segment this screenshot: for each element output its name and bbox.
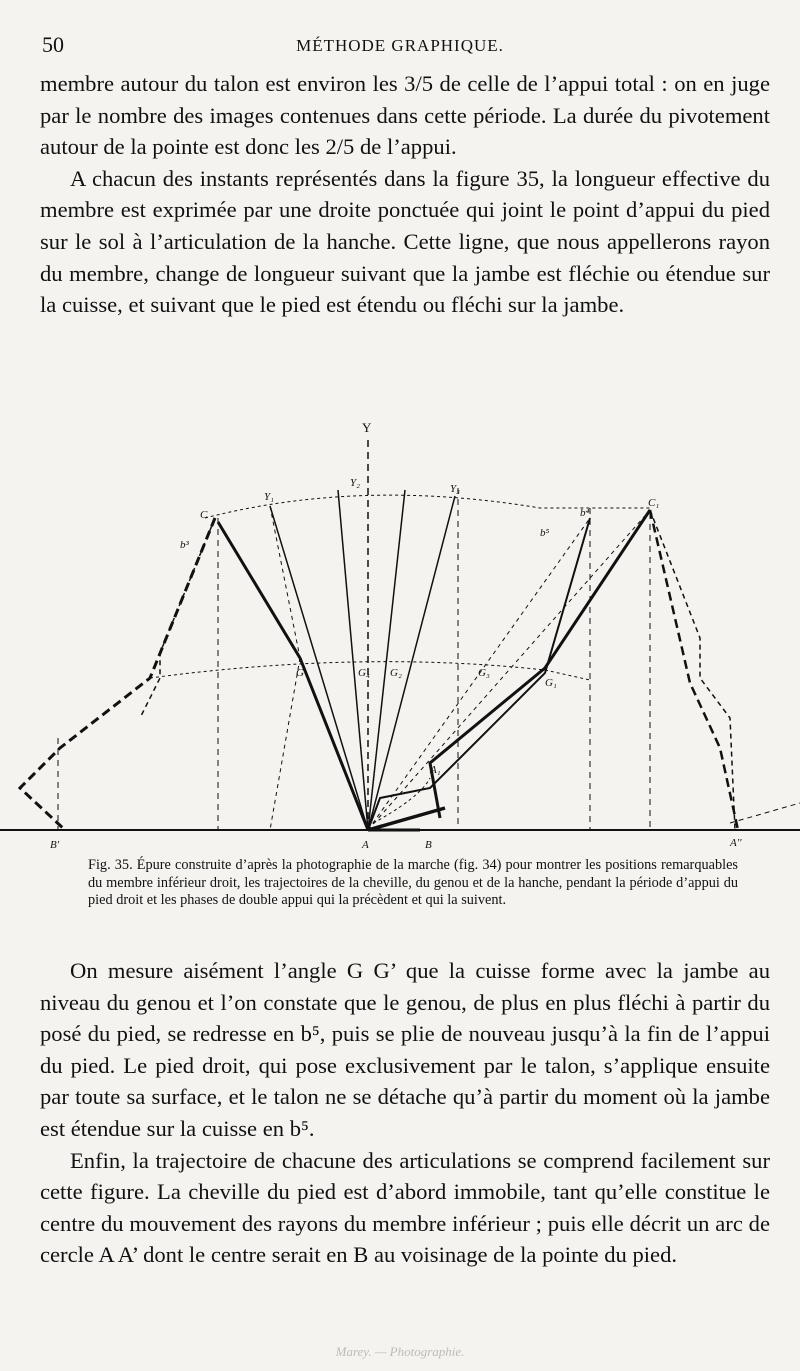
label-b-prime: B': [50, 839, 60, 850]
label-y2: Y₂: [350, 477, 360, 489]
label-c: C: [200, 509, 208, 521]
label-a-double-prime: A'': [730, 837, 742, 849]
page-header: [42, 30, 758, 60]
leg-line: [270, 658, 300, 830]
page-number: 50: [42, 32, 64, 57]
body-text-top: [40, 68, 770, 321]
figure-35: [0, 418, 800, 850]
label-g1: G₁: [545, 677, 557, 689]
leg-line: [730, 803, 800, 823]
leg-line: [650, 510, 735, 830]
page-footer: Marey. — Photographie.: [335, 1344, 465, 1359]
figure-35-drawing: [0, 418, 800, 850]
body-text-bottom: [40, 955, 770, 1271]
label-b5: b⁵: [540, 527, 550, 539]
label-a1: A₁: [430, 764, 441, 776]
caption-text: Fig. 35. Épure construite d’après la photographie de la marche (fig. 34) pour montrer les positions remarquables du membre inférieur droit, les trajectoires de la cheville, du genou et de la hanche, pendant la période d’appui du pied droit et les phases de double appui qui la précèdent et qui la suivent.: [88, 857, 738, 909]
label-c1: C₁: [648, 497, 660, 509]
label-b: B: [425, 839, 432, 850]
label-b3: b³: [180, 539, 189, 551]
paragraph: On mesure aisément l’angle G G’ que la cuisse forme avec la jambe au niveau du genou et l’on constate que le genou, de plus en plus fléchi à partir du posé du pied, se redresse en b⁵, puis se plie de nouveau jusqu’à la fin de l’appui du pied. Le pied droit, qui pose exclusivement par le talon, s’applique ensuite par toute sa surface, et le talon ne se détache qu’à partir du moment où la jambe est étendue sur la cuisse en b⁵.: [40, 958, 770, 1141]
label-a: A: [362, 839, 369, 850]
ankle-arc: [368, 778, 430, 826]
label-g: G: [296, 667, 304, 679]
label-y1: Y₁: [264, 491, 274, 503]
leg-position-left: [20, 518, 215, 830]
paragraph: membre autour du talon est environ les 3/5 de celle de l’appui total : on en juge par le nombre des images contenues dans cette période. La durée du pivotement autour de la pointe est donc les 2/5 de l’appui.: [40, 71, 770, 160]
label-g2: G₂: [390, 667, 402, 679]
label-g3: G₃: [478, 667, 490, 679]
paragraph: A chacun des instants représentés dans la figure 35, la longueur effective du membre est exprimée par une droite ponctuée qui joint le point d’appui du pied sur le sol à l’articulation de la hanche. Cette ligne, que nous appellerons rayon du membre, change de longueur suivant que la jambe est fléchie ou étendue sur la cuisse, et suivant que le pied est étendu ou fléchi sur la jambe.: [40, 165, 770, 318]
running-title: MÉTHODE GRAPHIQUE.: [296, 36, 504, 55]
label-y3: Y₃: [450, 483, 460, 495]
figure-caption: [88, 857, 738, 910]
paragraph: Enfin, la trajectoire de chacune des articulations se comprend facilement sur cette figure. La cheville du pied est d’abord immobile, tant qu’elle constitue le centre du mouvement des rayons du membre inférieur ; puis elle décrit un arc de cercle A A’ dont le centre serait en B au voisinage de la pointe du pied.: [40, 1147, 770, 1268]
foot: [368, 808, 445, 830]
knee-trajectory: [150, 662, 590, 680]
limb-radius: [368, 490, 405, 830]
label-b4: b⁴: [580, 507, 590, 519]
label-y: Y: [362, 420, 372, 435]
label-g4: G₄: [358, 667, 370, 679]
leg-position-right-dashed: [650, 510, 738, 830]
